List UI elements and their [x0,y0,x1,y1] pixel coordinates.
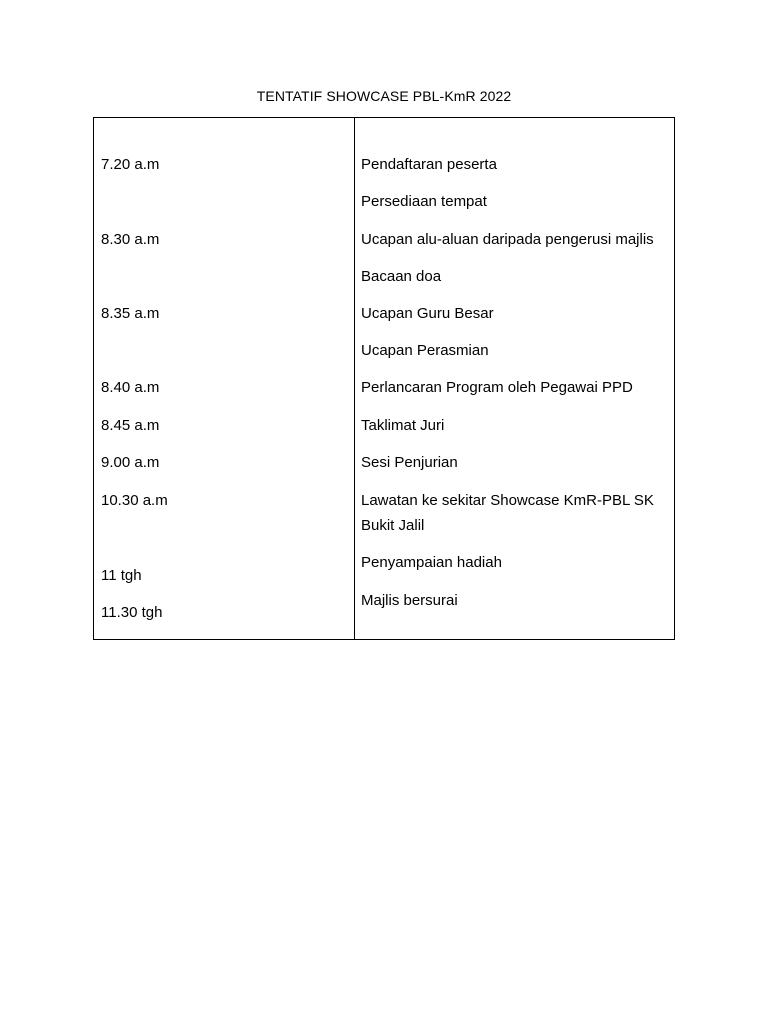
activity-cell: Penyampaian hadiah [361,554,502,571]
activity-cell-continuation: Bukit Jalil [361,517,425,534]
activity-cell: Majlis bersurai [361,592,458,609]
time-cell: 11.30 tgh [101,604,163,621]
document-title: TENTATIF SHOWCASE PBL-KmR 2022 [256,88,512,104]
time-cell: 7.20 a.m [101,156,160,173]
schedule-table [93,117,675,640]
activity-cell: Sesi Penjurian [361,454,458,471]
activity-cell: Ucapan Guru Besar [361,305,494,322]
time-cell: 10.30 a.m [101,492,168,509]
activity-cell: Perlancaran Program oleh Pegawai PPD [361,379,633,396]
time-cell: 8.30 a.m [101,231,160,248]
activity-cell: Lawatan ke sekitar Showcase KmR-PBL SK [361,492,654,509]
time-cell: 8.40 a.m [101,379,160,396]
activity-cell: Persediaan tempat [361,193,487,210]
activity-cell: Ucapan Perasmian [361,342,489,359]
activity-cell: Pendaftaran peserta [361,156,497,173]
time-cell: 8.45 a.m [101,417,160,434]
activity-cell: Ucapan alu-aluan daripada pengerusi majlis [361,231,654,248]
time-cell: 11 tgh [101,567,142,584]
column-divider [354,118,355,639]
activity-cell: Taklimat Juri [361,417,445,434]
activity-cell: Bacaan doa [361,268,442,285]
time-cell: 8.35 a.m [101,305,160,322]
time-cell: 9.00 a.m [101,454,160,471]
